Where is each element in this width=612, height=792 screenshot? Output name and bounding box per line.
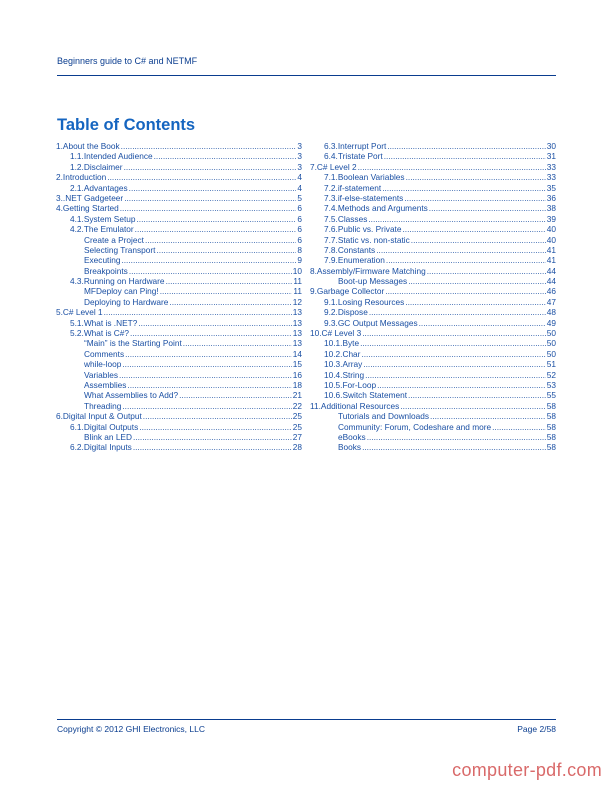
toc-dot-leader <box>358 162 546 172</box>
page-header: Beginners guide to C# and NETMF <box>57 56 198 66</box>
toc-entry-page[interactable]: 50 <box>546 328 556 339</box>
toc-entry-label[interactable]: Tutorials and Downloads <box>338 411 430 422</box>
toc-entry-page[interactable]: 41 <box>546 244 556 255</box>
toc-entry[interactable] <box>56 193 302 203</box>
toc-entry-page[interactable]: 36 <box>546 192 556 203</box>
toc-left-column <box>56 141 302 453</box>
toc-dot-leader <box>183 338 292 348</box>
toc-entry[interactable] <box>310 390 556 400</box>
toc-entry-page[interactable]: 13 <box>292 328 302 339</box>
toc-dot-leader <box>160 286 293 296</box>
toc-entry-page[interactable]: 47 <box>546 296 556 307</box>
toc-entry-page[interactable]: 58 <box>546 411 556 422</box>
toc-entry-label[interactable]: Community: Forum, Codeshare and more <box>338 421 492 432</box>
toc-entry-page[interactable]: 4 <box>297 182 302 193</box>
toc-dot-leader <box>156 245 296 255</box>
toc-title: Table of Contents <box>57 116 196 134</box>
toc-entry[interactable] <box>56 380 302 390</box>
toc-entry[interactable] <box>310 214 556 224</box>
toc-entry[interactable] <box>310 338 556 348</box>
toc-dot-leader <box>145 235 296 245</box>
toc-dot-leader <box>400 401 545 411</box>
toc-entry[interactable] <box>310 255 556 265</box>
toc-entry-page[interactable]: 13 <box>292 307 302 318</box>
toc-entry[interactable] <box>56 432 302 442</box>
toc-entry-page[interactable]: 58 <box>546 442 556 453</box>
toc-dot-leader <box>119 370 292 380</box>
toc-entry-label[interactable]: Blink an LED <box>84 431 132 442</box>
toc-dot-leader <box>138 318 291 328</box>
toc-entry[interactable] <box>56 203 302 213</box>
toc-dot-leader <box>405 297 546 307</box>
toc-dot-leader <box>122 359 291 369</box>
toc-entry[interactable] <box>310 411 556 421</box>
toc-entry[interactable] <box>56 255 302 265</box>
toc-entry-label[interactable]: 9.2.Dispose <box>324 307 368 318</box>
toc-entry[interactable] <box>56 370 302 380</box>
toc-entry-page[interactable]: 44 <box>546 276 556 287</box>
toc-dot-leader <box>387 141 546 151</box>
toc-entry-label[interactable]: 10.5.For-Loop <box>324 379 377 390</box>
toc-entry[interactable] <box>56 151 302 161</box>
toc-entry-page[interactable]: 18 <box>292 379 302 390</box>
toc-entry-page[interactable]: 52 <box>546 369 556 380</box>
toc-entry-label[interactable]: MFDeploy can Ping! <box>84 286 159 297</box>
toc-entry-page[interactable]: 35 <box>546 182 556 193</box>
toc-entry-page[interactable]: 58 <box>546 421 556 432</box>
toc-entry[interactable] <box>56 307 302 317</box>
toc-dot-leader <box>130 328 292 338</box>
toc-entry-page[interactable]: 8 <box>297 244 302 255</box>
toc-entry-page[interactable]: 33 <box>546 172 556 183</box>
toc-entry-page[interactable]: 58 <box>546 400 556 411</box>
toc-dot-leader <box>179 390 292 400</box>
toc-entry-label[interactable]: 6.4.Tristate Port <box>324 151 383 162</box>
toc-entry[interactable] <box>56 266 302 276</box>
toc-dot-leader <box>404 193 545 203</box>
toc-entry[interactable] <box>310 193 556 203</box>
toc-entry-page[interactable]: 5 <box>297 192 302 203</box>
toc-entry[interactable] <box>310 422 556 432</box>
toc-entry-label[interactable]: 6.2.Digital Inputs <box>70 442 132 453</box>
toc-entry-page[interactable]: 9 <box>297 255 302 266</box>
toc-entry-label[interactable]: 9.1.Losing Resources <box>324 296 405 307</box>
toc-right-column <box>310 141 556 453</box>
toc-entry-page[interactable]: 46 <box>546 286 556 297</box>
toc-entry-label[interactable]: 10.6.Switch Statement <box>324 390 408 401</box>
toc-entry-label[interactable]: 10.4.String <box>324 369 365 380</box>
toc-entry[interactable] <box>310 380 556 390</box>
toc-entry-page[interactable]: 4 <box>297 172 302 183</box>
toc-entry-label[interactable]: 3..NET Gadgeteer <box>56 192 124 203</box>
toc-entry-page[interactable]: 6 <box>297 234 302 245</box>
toc-dot-leader <box>492 422 546 432</box>
toc-entry[interactable] <box>56 442 302 452</box>
toc-entry[interactable] <box>310 203 556 213</box>
toc-dot-leader <box>133 442 292 452</box>
toc-entry[interactable] <box>56 318 302 328</box>
toc-entry-page[interactable]: 50 <box>546 338 556 349</box>
toc-dot-leader <box>384 151 546 161</box>
toc-dot-leader <box>124 162 297 172</box>
toc-entry[interactable] <box>310 318 556 328</box>
toc-entry[interactable] <box>56 245 302 255</box>
toc-entry-label[interactable]: 9.3.GC Output Messages <box>324 317 418 328</box>
toc-dot-leader <box>362 328 546 338</box>
toc-entry-page[interactable]: 38 <box>546 203 556 214</box>
toc-entry-page[interactable]: 3 <box>297 161 302 172</box>
toc-entry-page[interactable]: 11 <box>293 286 302 297</box>
toc-entry-label[interactable]: 5.1.What is .NET? <box>70 317 138 328</box>
toc-entry[interactable] <box>310 141 556 151</box>
toc-entry[interactable] <box>56 297 302 307</box>
toc-dot-leader <box>120 203 297 213</box>
toc-entry[interactable] <box>310 172 556 182</box>
toc-entry-label[interactable]: 5.C# Level 1 <box>56 307 103 318</box>
toc-entry-page[interactable]: 16 <box>292 369 302 380</box>
toc-entry-page[interactable]: 6 <box>297 203 302 214</box>
footer-rule <box>57 719 556 720</box>
toc-entry[interactable] <box>56 411 302 421</box>
toc-entry-label[interactable]: “Main” is the Starting Point <box>84 338 182 349</box>
toc-entry[interactable] <box>56 349 302 359</box>
toc-entry[interactable] <box>56 141 302 151</box>
toc-dot-leader <box>408 390 546 400</box>
toc-dot-leader <box>154 151 297 161</box>
toc-entry-label[interactable]: 10.C# Level 3 <box>310 328 362 339</box>
toc-entry-label[interactable]: 7.3.if-else-statements <box>324 192 404 203</box>
toc-dot-leader <box>121 141 297 151</box>
toc-entry-page[interactable]: 48 <box>546 307 556 318</box>
toc-entry-label[interactable]: Selecting Transport <box>84 244 156 255</box>
toc-dot-leader <box>427 266 546 276</box>
toc-entry[interactable] <box>56 359 302 369</box>
toc-entry[interactable] <box>310 235 556 245</box>
toc-entry-label[interactable]: Books <box>338 442 362 453</box>
toc-entry-label[interactable]: 5.2.What is C#? <box>70 328 130 339</box>
toc-dot-leader <box>361 349 545 359</box>
toc-entry-label[interactable]: 1.2.Disclaimer <box>70 161 123 172</box>
toc-entry[interactable] <box>56 214 302 224</box>
toc-dot-leader <box>382 183 546 193</box>
toc-dot-leader <box>143 411 292 421</box>
toc-entry-page[interactable]: 55 <box>546 390 556 401</box>
toc-dot-leader <box>139 422 292 432</box>
toc-entry[interactable] <box>310 432 556 442</box>
toc-entry-label[interactable]: Deploying to Hardware <box>84 296 169 307</box>
toc-entry-label[interactable]: 4.1.System Setup <box>70 213 136 224</box>
toc-entry[interactable] <box>310 245 556 255</box>
toc-entry-label[interactable]: 7.6.Public vs. Private <box>324 224 402 235</box>
toc-entry[interactable] <box>56 224 302 234</box>
toc-dot-leader <box>365 370 546 380</box>
toc-entry-page[interactable]: 44 <box>546 265 556 276</box>
toc-entry-label[interactable]: Comments <box>84 348 125 359</box>
toc-entry-label[interactable]: Breakpoints <box>84 265 128 276</box>
toc-entry-label[interactable]: 11.Additional Resources <box>310 400 400 411</box>
toc-dot-leader <box>135 224 297 234</box>
toc-entry-label[interactable]: Create a Project <box>84 234 144 245</box>
toc-entry[interactable] <box>310 349 556 359</box>
toc-entry-page[interactable]: 31 <box>546 151 556 162</box>
toc-entry[interactable] <box>56 276 302 286</box>
toc-entry-label[interactable]: 2.Introduction <box>56 172 107 183</box>
toc-entry-label[interactable]: while-loop <box>84 359 122 370</box>
toc-entry-page[interactable]: 58 <box>546 431 556 442</box>
toc-entry-label[interactable]: 6.3.Interrupt Port <box>324 141 387 151</box>
toc-entry-page[interactable]: 33 <box>546 161 556 172</box>
toc-dot-leader <box>363 359 545 369</box>
toc-dot-leader <box>385 286 546 296</box>
toc-dot-leader <box>386 255 546 265</box>
toc-entry-label[interactable]: 4.3.Running on Hardware <box>70 276 165 287</box>
toc-entry[interactable] <box>310 183 556 193</box>
toc-entry[interactable] <box>56 162 302 172</box>
toc-entry-label[interactable]: 10.2.Char <box>324 348 361 359</box>
toc-dot-leader <box>166 276 293 286</box>
toc-entry-label[interactable]: 7.C# Level 2 <box>310 161 357 172</box>
toc-entry[interactable] <box>310 151 556 161</box>
toc-entry-label[interactable]: 10.3.Array <box>324 359 363 370</box>
toc-entry[interactable] <box>310 266 556 276</box>
toc-entry[interactable] <box>56 183 302 193</box>
toc-entry-label[interactable]: 1.1.Intended Audience <box>70 151 153 162</box>
toc-dot-leader <box>121 255 296 265</box>
toc-entry-page[interactable]: 25 <box>292 421 302 432</box>
toc-dot-leader <box>360 338 546 348</box>
toc-dot-leader <box>129 183 297 193</box>
toc-entry[interactable] <box>310 370 556 380</box>
toc-entry[interactable] <box>310 276 556 286</box>
toc-dot-leader <box>368 214 545 224</box>
toc-dot-leader <box>411 235 546 245</box>
toc-entry-page[interactable]: 6 <box>297 213 302 224</box>
toc-dot-leader <box>127 380 291 390</box>
toc-entry-label[interactable]: 9.Garbage Collector <box>310 286 385 297</box>
toc-entry-label[interactable]: 10.1.Byte <box>324 338 360 349</box>
toc-dot-leader <box>408 276 546 286</box>
toc-entry[interactable] <box>56 338 302 348</box>
toc-entry-page[interactable]: 41 <box>546 255 556 266</box>
toc-entry[interactable] <box>56 235 302 245</box>
toc-entry[interactable] <box>310 297 556 307</box>
toc-entry-page[interactable]: 6 <box>297 224 302 235</box>
toc-entry-page[interactable]: 3 <box>297 151 302 162</box>
toc-dot-leader <box>122 401 291 411</box>
toc-entry-page[interactable]: 53 <box>546 379 556 390</box>
toc-dot-leader <box>125 349 292 359</box>
toc-dot-leader <box>377 380 546 390</box>
toc-entry-page[interactable]: 12 <box>292 296 302 307</box>
toc-dot-leader <box>430 411 546 421</box>
toc-entry-page[interactable]: 11 <box>293 276 302 287</box>
toc-dot-leader <box>369 307 546 317</box>
toc-dot-leader <box>169 297 291 307</box>
toc-entry-page[interactable]: 3 <box>297 141 302 151</box>
toc-entry-label[interactable]: 7.9.Enumeration <box>324 255 385 266</box>
toc-entry-label[interactable]: 7.5.Classes <box>324 213 368 224</box>
toc-entry-label[interactable]: 4.2.The Emulator <box>70 224 134 235</box>
toc-dot-leader <box>429 203 546 213</box>
toc-dot-leader <box>137 214 297 224</box>
toc-entry-page[interactable]: 10 <box>292 265 302 276</box>
toc-entry[interactable] <box>56 286 302 296</box>
toc-entry-page[interactable]: 30 <box>546 141 556 151</box>
toc-entry-page[interactable]: 15 <box>292 359 302 370</box>
toc-entry-label[interactable]: 7.1.Boolean Variables <box>324 172 405 183</box>
toc-dot-leader <box>376 245 546 255</box>
toc-dot-leader <box>362 442 546 452</box>
toc-dot-leader <box>107 172 296 182</box>
toc-dot-leader <box>419 318 546 328</box>
toc-entry-label[interactable]: Boot-up Messages <box>338 276 408 287</box>
toc-entry-label[interactable]: 2.1.Advantages <box>70 182 128 193</box>
toc-entry-page[interactable]: 40 <box>546 234 556 245</box>
toc-dot-leader <box>104 307 292 317</box>
toc-dot-leader <box>133 432 292 442</box>
toc-entry[interactable] <box>310 328 556 338</box>
toc-entry[interactable] <box>56 172 302 182</box>
toc-entry-page[interactable]: 22 <box>292 400 302 411</box>
toc-dot-leader <box>406 172 546 182</box>
toc-dot-leader <box>129 266 292 276</box>
toc-entry[interactable] <box>310 442 556 452</box>
toc-entry[interactable] <box>56 422 302 432</box>
toc-entry-label[interactable]: 7.4.Methods and Arguments <box>324 203 428 214</box>
toc-entry-label[interactable]: What Assemblies to Add? <box>84 390 179 401</box>
toc-dot-leader <box>402 224 545 234</box>
toc-entry-page[interactable]: 27 <box>292 431 302 442</box>
toc-entry-page[interactable]: 14 <box>292 348 302 359</box>
toc-entry-label[interactable]: 6.1.Digital Outputs <box>70 421 139 432</box>
toc-entry-page[interactable]: 25 <box>292 411 302 422</box>
toc-entry[interactable] <box>310 162 556 172</box>
toc-entry[interactable] <box>56 328 302 338</box>
toc-entry-page[interactable]: 39 <box>546 213 556 224</box>
toc-entry-page[interactable]: 13 <box>292 338 302 349</box>
toc-entry-label[interactable]: 6.Digital Input & Output <box>56 411 142 422</box>
toc-entry-label[interactable]: 7.2.if-statement <box>324 182 382 193</box>
toc-dot-leader <box>367 432 546 442</box>
toc-entry-label[interactable]: Variables <box>84 369 118 380</box>
toc-entry-page[interactable]: 49 <box>546 317 556 328</box>
toc-entry-page[interactable]: 21 <box>292 390 302 401</box>
toc-entry-label[interactable]: 8.Assembly/Firmware Matching <box>310 265 426 276</box>
toc-entry-page[interactable]: 13 <box>292 317 302 328</box>
toc-entry-label[interactable]: Executing <box>84 255 121 266</box>
watermark: computer-pdf.com <box>452 760 602 780</box>
toc-entry-page[interactable]: 50 <box>546 348 556 359</box>
toc-entry-label[interactable]: 7.8.Constants <box>324 244 376 255</box>
toc-entry[interactable] <box>310 307 556 317</box>
toc-entry-label[interactable]: 7.7.Static vs. non-static <box>324 234 410 245</box>
toc-entry-page[interactable]: 40 <box>546 224 556 235</box>
toc-entry-label[interactable]: 1.About the Book <box>56 141 120 151</box>
toc-entry[interactable] <box>310 359 556 369</box>
toc-dot-leader <box>124 193 296 203</box>
toc-entry-page[interactable]: 51 <box>546 359 556 370</box>
toc-entry[interactable] <box>56 401 302 411</box>
toc-entry-label[interactable]: 4.Getting Started <box>56 203 119 214</box>
footer-page-number: Page 2/58 <box>517 724 556 734</box>
toc-entry[interactable] <box>310 224 556 234</box>
footer-copyright: Copyright © 2012 GHI Electronics, LLC <box>57 724 205 734</box>
toc-entry[interactable] <box>310 401 556 411</box>
toc-entry-label[interactable]: eBooks <box>338 431 366 442</box>
toc-entry[interactable] <box>310 286 556 296</box>
header-rule <box>57 75 556 76</box>
toc-entry-page[interactable]: 28 <box>292 442 302 453</box>
toc-entry[interactable] <box>56 390 302 400</box>
toc-entry-label[interactable]: Threading <box>84 400 122 411</box>
toc-entry-label[interactable]: Assemblies <box>84 379 127 390</box>
